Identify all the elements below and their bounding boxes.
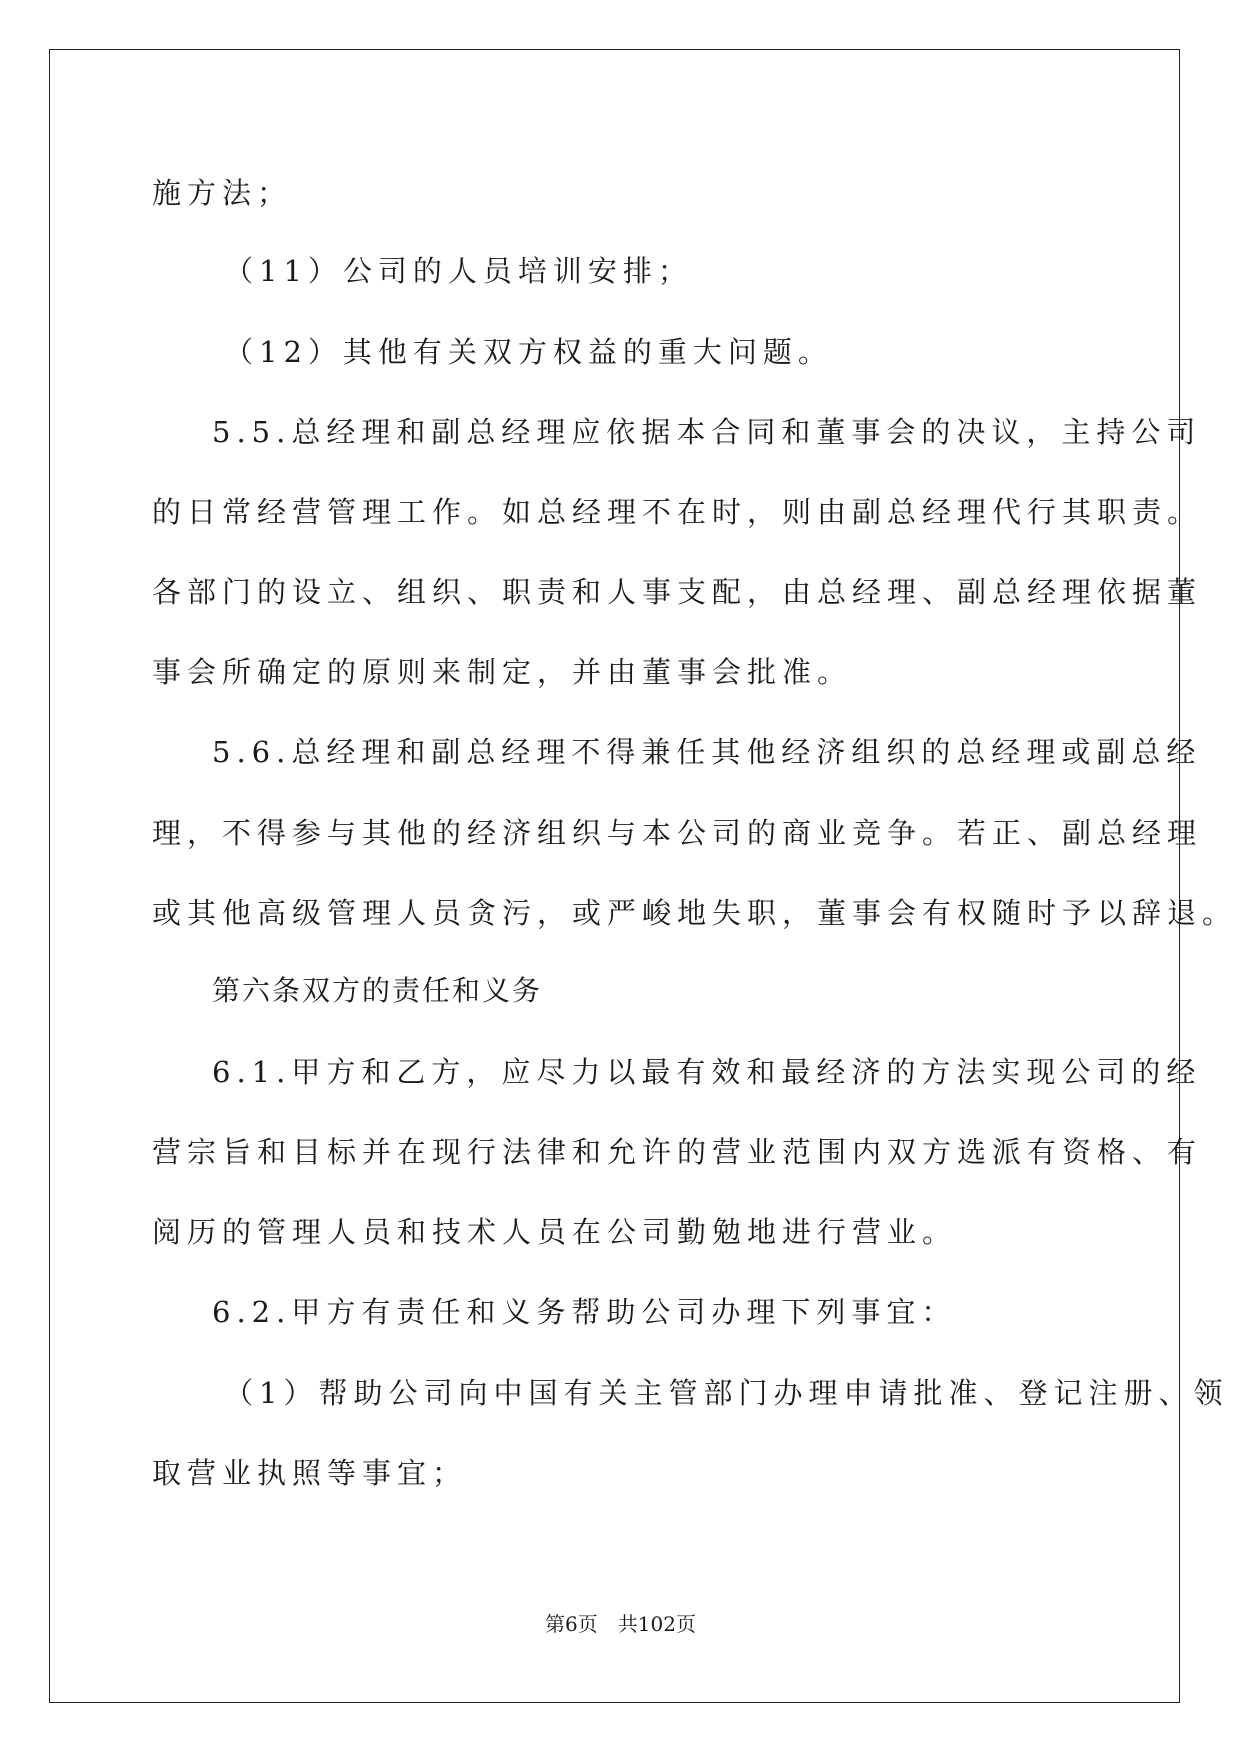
- text-line: 6.1.甲方和乙方，应尽力以最有效和最经济的方法实现公司的经: [212, 1055, 1202, 1089]
- text-line: 各部门的设立、组织、职责和人事支配，由总经理、副总经理依据董: [152, 575, 1203, 609]
- text-line: （1）帮助公司向中国有关主管部门办理申请批准、登记注册、领: [224, 1376, 1229, 1410]
- text-line: 或其他高级管理人员贪污，或严峻地失职，董事会有权随时予以辞退。: [152, 896, 1238, 930]
- text-line: 施方法；: [152, 176, 293, 210]
- page-footer: [0, 1612, 1241, 1636]
- section-heading: 第六条双方的责任和义务: [212, 974, 543, 1007]
- text-line: 取营业执照等事宜；: [152, 1456, 468, 1490]
- text-line: （12）其他有关双方权益的重大问题。: [224, 335, 833, 369]
- text-line: 理，不得参与其他的经济组织与本公司的商业竞争。若正、副总经理: [152, 816, 1203, 850]
- text-line: 5.6.总经理和副总经理不得兼任其他经济组织的总经理或副总经: [212, 735, 1202, 769]
- text-line: （11）公司的人员培训安排；: [224, 254, 693, 288]
- text-line: 5.5.总经理和副总经理应依据本合同和董事会的决议，主持公司: [212, 415, 1202, 449]
- text-line: 营宗旨和目标并在现行法律和允许的营业范围内双方选派有资格、有: [152, 1135, 1203, 1169]
- text-line: 阅历的管理人员和技术人员在公司勤勉地进行营业。: [152, 1215, 958, 1249]
- page-number-label: 第6页 共102页: [545, 1612, 696, 1636]
- text-line: 6.2.甲方有责任和义务帮助公司办理下列事宜：: [212, 1295, 957, 1329]
- text-line: 的日常经营管理工作。如总经理不在时，则由副总经理代行其职责。: [152, 495, 1203, 529]
- text-line: 事会所确定的原则来制定，并由董事会批准。: [152, 655, 853, 689]
